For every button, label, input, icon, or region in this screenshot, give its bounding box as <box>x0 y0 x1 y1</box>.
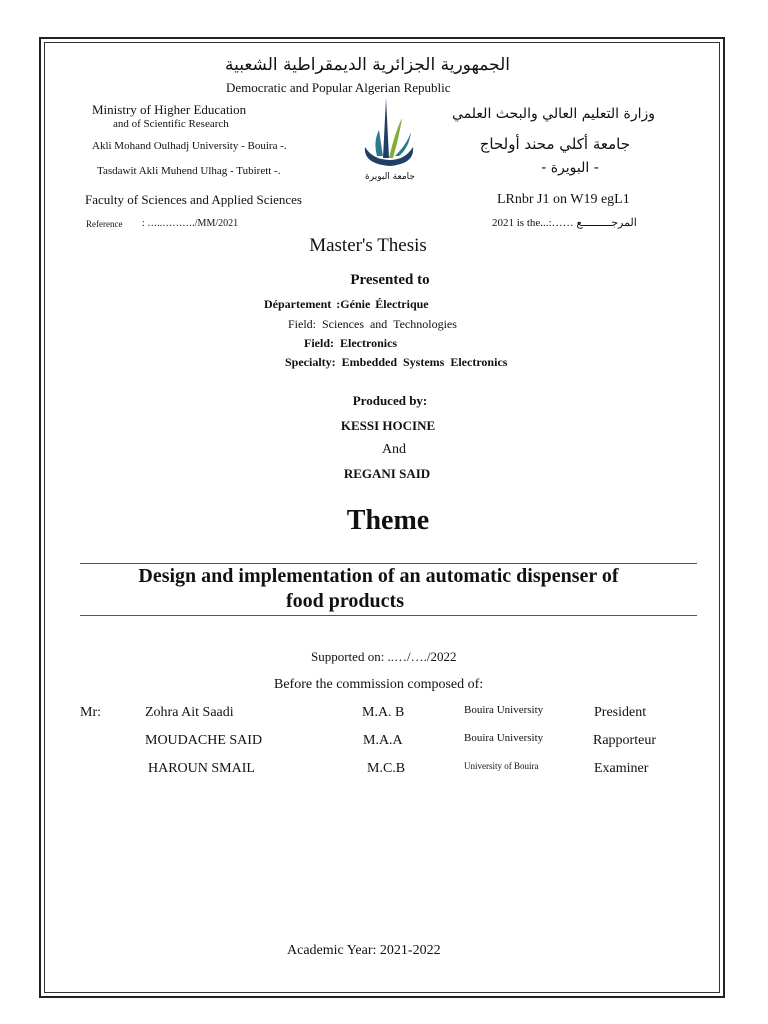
arabic-ministry: وزارة التعليم العالي والبحث العلمي <box>452 106 655 122</box>
reference-value: : …..………./MM/2021 <box>142 218 239 229</box>
thesis-title-line2: food products <box>286 590 404 612</box>
arabic-university: جامعة أكلي محند أولحاج <box>479 135 630 153</box>
jury-name: Zohra Ait Saadi <box>145 705 234 720</box>
jury-grade: M.C.B <box>367 761 406 776</box>
specialty: Specialty: Embedded Systems Electronics <box>285 355 508 369</box>
produced-by-label: Produced by: <box>352 393 428 408</box>
title-rule-top <box>80 563 697 564</box>
department: Département :Génie Électrique <box>264 297 429 311</box>
jury-prefix: Mr: <box>80 705 101 720</box>
jury-grade: M.A.A <box>363 733 403 748</box>
jury-role: Examiner <box>594 761 649 776</box>
jury-role: Rapporteur <box>593 733 656 748</box>
thesis-type: Master's Thesis <box>309 235 427 256</box>
jury-role: President <box>594 705 647 720</box>
thesis-title-line1: Design and implementation of an automatic dispenser of <box>138 565 619 587</box>
field-electronics: Field: Electronics <box>304 336 398 350</box>
academic-year: Academic Year: 2021-2022 <box>287 943 441 958</box>
ministry-line2: and of Scientific Research <box>113 118 229 130</box>
republic-title: Democratic and Popular Algerian Republic <box>226 80 451 95</box>
supported-on: Supported on: ..…/…./2022 <box>311 649 457 664</box>
svg-text:جامعة البويرة: جامعة البويرة <box>365 172 415 182</box>
university-name: Akli Mohand Oulhadj University - Bouira -. <box>92 140 287 152</box>
reference-label: Reference <box>86 219 123 229</box>
university-tamazight: Tasdawit Akli Muhend Ulhag - Tubirett -. <box>97 165 281 177</box>
and-label: And <box>381 442 407 457</box>
arabic-republic-title: الجمهورية الجزائرية الديمقراطية الشعبية <box>224 55 510 75</box>
author-1: KESSI HOCINE <box>340 418 436 433</box>
jury-institution: University of Bouira <box>464 761 539 771</box>
jury-name: HAROUN SMAIL <box>148 761 255 776</box>
theme-label: Theme <box>346 505 430 536</box>
faculty-name: Faculty of Sciences and Applied Sciences <box>85 192 302 207</box>
field-sciences: Field: Sciences and Technologies <box>288 317 457 331</box>
arabic-city: - البويرة - <box>541 160 599 176</box>
jury-name: MOUDACHE SAID <box>145 733 263 748</box>
presented-to: Presented to <box>350 272 430 288</box>
reference-right: 2021 is the...:…… المرجـــــــــع <box>492 217 637 229</box>
jury-institution: Bouira University <box>464 732 544 744</box>
jury-institution: Bouira University <box>464 704 544 716</box>
commission-label: Before the commission composed of: <box>274 677 484 692</box>
title-rule-bottom <box>80 615 697 616</box>
jury-grade: M.A. B <box>362 705 405 720</box>
author-2: REGANI SAID <box>343 466 431 481</box>
university-logo-icon <box>355 92 425 182</box>
ministry-line1: Ministry of Higher Education <box>92 102 247 117</box>
university-logo <box>355 92 425 182</box>
faculty-right-text: LRnbr J1 on W19 egL1 <box>497 192 630 207</box>
